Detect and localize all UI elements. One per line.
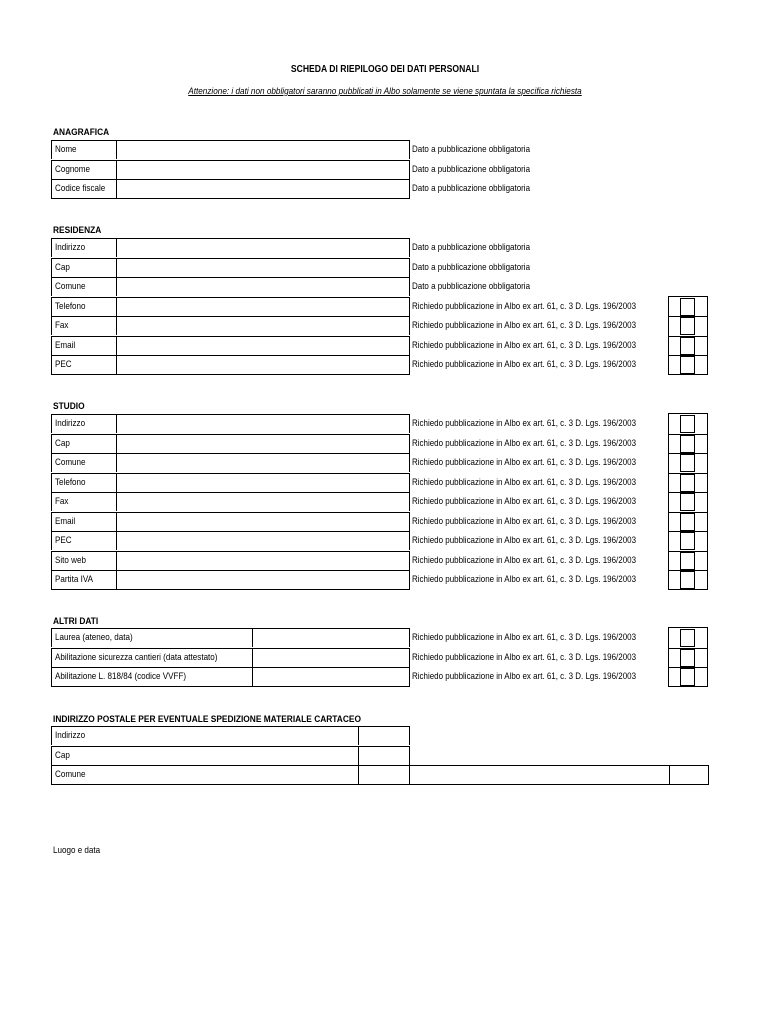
field-input-cell[interactable]	[117, 179, 410, 199]
postal-extra-cell[interactable]	[410, 765, 670, 785]
publication-checkbox[interactable]	[680, 513, 695, 531]
field-label: Email	[55, 339, 76, 351]
field-label: Telefono	[55, 300, 86, 312]
field-input-cell[interactable]	[117, 434, 410, 453]
field-input-cell[interactable]	[359, 746, 410, 765]
section-heading-anagrafica: ANAGRAFICA	[53, 127, 110, 138]
field-label-cell	[51, 277, 117, 296]
field-label-cell	[51, 765, 359, 785]
field-input-cell[interactable]	[117, 258, 410, 277]
publication-checkbox[interactable]	[680, 629, 695, 647]
publication-note: Richiedo pubblicazione in Albo ex art. 61, c. 3 D. Lgs. 196/2003	[412, 632, 637, 643]
publication-checkbox[interactable]	[680, 668, 695, 686]
luogo-e-data-label: Luogo e data	[53, 845, 101, 856]
field-label: Cognome	[55, 163, 91, 175]
publication-checkbox[interactable]	[680, 493, 695, 511]
field-label-cell	[51, 434, 117, 453]
publication-note: Dato a pubblicazione obbligatoria	[412, 163, 531, 175]
field-input-cell[interactable]	[117, 570, 410, 590]
field-input-cell[interactable]	[253, 648, 410, 667]
field-label: Abilitazione L. 818/84 (codice VVFF)	[55, 671, 187, 682]
field-label-cell	[51, 648, 253, 667]
field-label-cell	[51, 492, 117, 511]
publication-note: Richiedo pubblicazione in Albo ex art. 61, c. 3 D. Lgs. 196/2003	[412, 457, 637, 468]
field-label-cell	[51, 453, 117, 472]
publication-checkbox[interactable]	[680, 435, 695, 453]
field-input-cell[interactable]	[117, 277, 410, 296]
field-input-cell[interactable]	[117, 160, 410, 179]
field-label: Cap	[55, 261, 70, 273]
field-label-cell	[51, 473, 117, 492]
section-heading-residenza: RESIDENZA	[53, 225, 102, 236]
field-input-cell[interactable]	[117, 492, 410, 511]
field-label-cell	[51, 316, 117, 335]
field-label-cell	[51, 238, 117, 257]
field-label: Laurea (ateneo, data)	[55, 632, 133, 643]
page-title: SCHEDA DI RIEPILOGO DEI DATI PERSONALI	[290, 64, 480, 75]
publication-note: Richiedo pubblicazione in Albo ex art. 61, c. 3 D. Lgs. 196/2003	[412, 515, 637, 527]
postal-extra-cell[interactable]	[669, 765, 709, 785]
field-input-cell[interactable]	[253, 628, 410, 647]
publication-note: Dato a pubblicazione obbligatoria	[412, 144, 531, 155]
field-input-cell[interactable]	[117, 453, 410, 472]
publication-checkbox[interactable]	[680, 298, 695, 316]
field-label: Sito web	[55, 554, 86, 566]
publication-checkbox[interactable]	[680, 649, 695, 667]
field-label: Telefono	[55, 476, 86, 488]
field-label: Cap	[55, 749, 70, 761]
publication-note: Dato a pubblicazione obbligatoria	[412, 261, 531, 273]
publication-checkbox[interactable]	[680, 474, 695, 492]
field-label-cell	[51, 414, 117, 433]
field-input-cell[interactable]	[117, 551, 410, 570]
field-label: Partita IVA	[55, 574, 93, 585]
publication-checkbox[interactable]	[680, 415, 695, 433]
field-label-cell	[51, 297, 117, 316]
field-input-cell[interactable]	[117, 297, 410, 316]
field-input-cell[interactable]	[117, 473, 410, 492]
field-label: PEC	[55, 535, 72, 546]
publication-note: Richiedo pubblicazione in Albo ex art. 61, c. 3 D. Lgs. 196/2003	[412, 496, 637, 507]
field-input-cell[interactable]	[117, 414, 410, 433]
field-label-cell	[51, 336, 117, 355]
publication-note: Richiedo pubblicazione in Albo ex art. 61, c. 3 D. Lgs. 196/2003	[412, 359, 637, 370]
field-input-cell[interactable]	[359, 726, 410, 745]
publication-note: Richiedo pubblicazione in Albo ex art. 61, c. 3 D. Lgs. 196/2003	[412, 437, 637, 449]
field-label-cell	[51, 570, 117, 590]
field-label: Fax	[55, 320, 69, 331]
field-label-cell	[51, 258, 117, 277]
field-label-cell	[51, 667, 253, 687]
field-label-cell	[51, 512, 117, 531]
field-label: Abilitazione sicurezza cantieri (data attestato)	[55, 651, 218, 663]
publication-checkbox[interactable]	[680, 532, 695, 550]
field-label: Codice fiscale	[55, 183, 106, 194]
field-input-cell[interactable]	[117, 355, 410, 375]
publication-note: Richiedo pubblicazione in Albo ex art. 61, c. 3 D. Lgs. 196/2003	[412, 535, 637, 546]
publication-note: Richiedo pubblicazione in Albo ex art. 61, c. 3 D. Lgs. 196/2003	[412, 651, 637, 663]
field-label: Comune	[55, 457, 86, 468]
publication-note: Richiedo pubblicazione in Albo ex art. 61, c. 3 D. Lgs. 196/2003	[412, 476, 637, 488]
field-label: Indirizzo	[55, 418, 86, 429]
field-label-cell	[51, 531, 117, 550]
section-heading-altri-dati: ALTRI DATI	[53, 616, 99, 627]
field-label: Indirizzo	[55, 730, 86, 741]
publication-note: Richiedo pubblicazione in Albo ex art. 61, c. 3 D. Lgs. 196/2003	[412, 554, 637, 566]
field-label: PEC	[55, 359, 72, 370]
field-input-cell[interactable]	[117, 531, 410, 550]
publication-checkbox[interactable]	[680, 356, 695, 374]
publication-note: Richiedo pubblicazione in Albo ex art. 61, c. 3 D. Lgs. 196/2003	[412, 574, 637, 585]
publication-checkbox[interactable]	[680, 571, 695, 589]
publication-checkbox[interactable]	[680, 552, 695, 570]
publication-checkbox[interactable]	[680, 317, 695, 335]
field-input-cell[interactable]	[117, 336, 410, 355]
field-input-cell[interactable]	[359, 765, 410, 785]
publication-note: Dato a pubblicazione obbligatoria	[412, 242, 531, 253]
field-label-cell	[51, 179, 117, 199]
field-label: Cap	[55, 437, 70, 449]
field-input-cell[interactable]	[253, 667, 410, 687]
publication-note: Richiedo pubblicazione in Albo ex art. 61, c. 3 D. Lgs. 196/2003	[412, 300, 637, 312]
field-label-cell	[51, 140, 117, 159]
page-subtitle: Attenzione: i dati non obbligatori saranno pubblicati in Albo solamente se viene spuntata la specifica richiesta	[188, 86, 582, 97]
publication-note: Richiedo pubblicazione in Albo ex art. 61, c. 3 D. Lgs. 196/2003	[412, 418, 637, 429]
section-heading-indirizzo-postale: INDIRIZZO POSTALE PER EVENTUALE SPEDIZIONE MATERIALE CARTACEO	[53, 714, 361, 725]
field-label-cell	[51, 726, 359, 745]
field-input-cell[interactable]	[117, 512, 410, 531]
field-label-cell	[51, 160, 117, 179]
field-input-cell[interactable]	[117, 238, 410, 257]
publication-note: Dato a pubblicazione obbligatoria	[412, 281, 531, 292]
field-label: Nome	[55, 144, 77, 155]
publication-note: Richiedo pubblicazione in Albo ex art. 61, c. 3 D. Lgs. 196/2003	[412, 339, 637, 351]
field-label-cell	[51, 746, 359, 765]
field-label: Indirizzo	[55, 242, 86, 253]
field-input-cell[interactable]	[117, 140, 410, 159]
publication-note: Richiedo pubblicazione in Albo ex art. 61, c. 3 D. Lgs. 196/2003	[412, 320, 637, 331]
field-label: Email	[55, 515, 76, 527]
field-label: Comune	[55, 769, 86, 780]
publication-checkbox[interactable]	[680, 454, 695, 472]
publication-checkbox[interactable]	[680, 337, 695, 355]
publication-note: Richiedo pubblicazione in Albo ex art. 61, c. 3 D. Lgs. 196/2003	[412, 671, 637, 682]
section-heading-studio: STUDIO	[53, 401, 85, 412]
field-label: Fax	[55, 496, 69, 507]
field-input-cell[interactable]	[117, 316, 410, 335]
publication-note: Dato a pubblicazione obbligatoria	[412, 183, 531, 194]
field-label-cell	[51, 551, 117, 570]
field-label: Comune	[55, 281, 86, 292]
field-label-cell	[51, 355, 117, 375]
field-label-cell	[51, 628, 253, 647]
